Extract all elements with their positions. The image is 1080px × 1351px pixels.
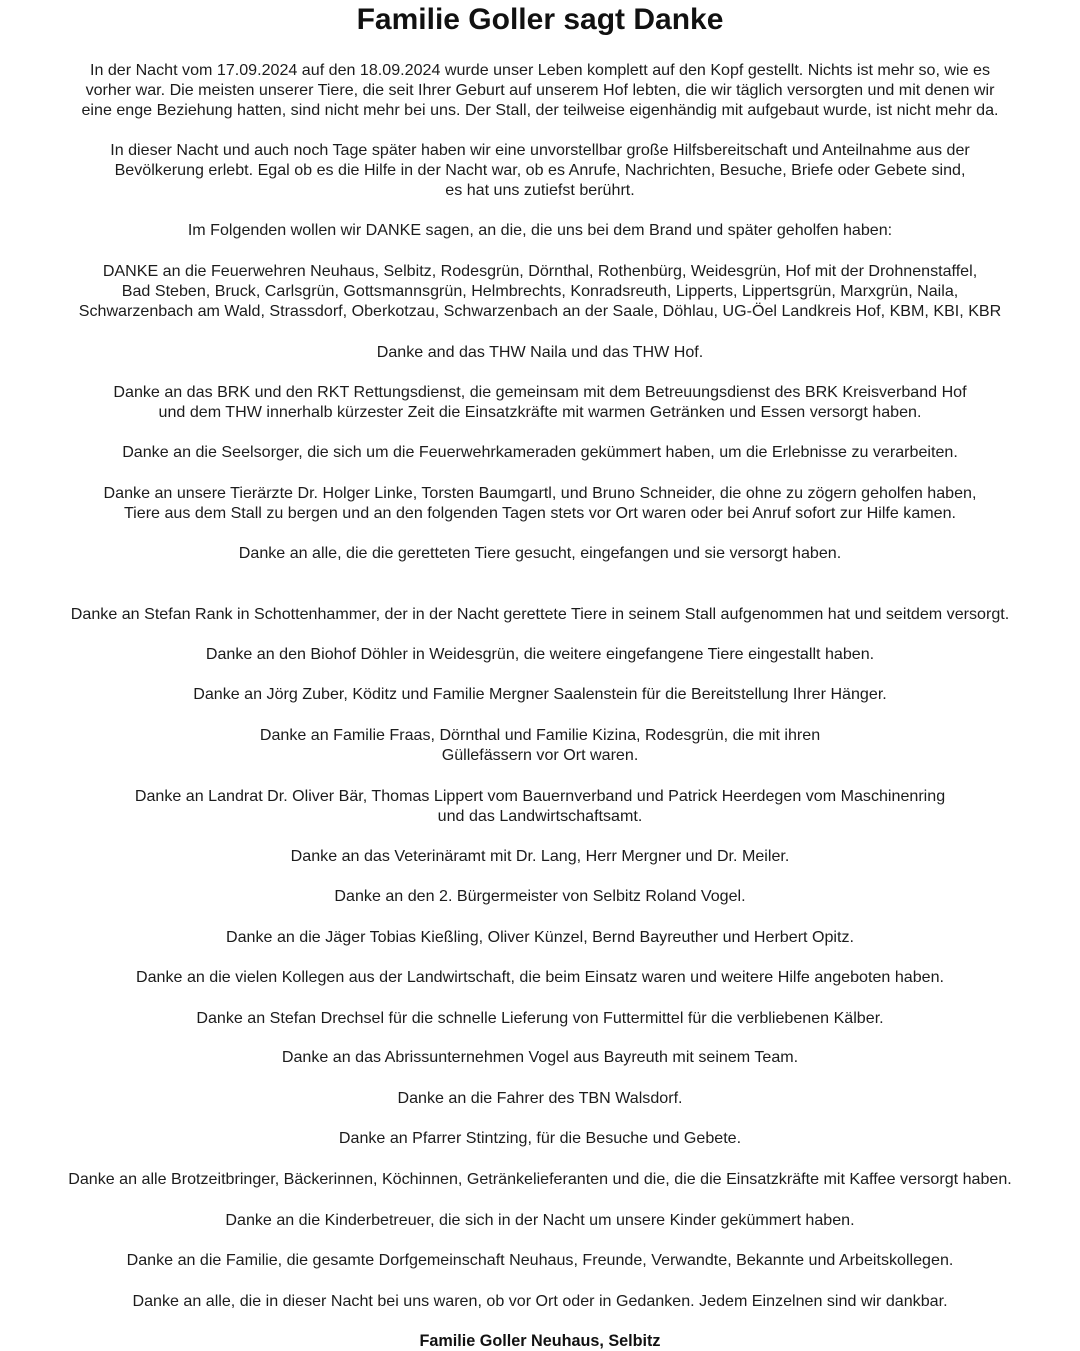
paragraph-line: Danke an die Seelsorger, die sich um die Feuerwehrkameraden gekümmert haben, um die Erlebnisse zu verarbeiten. <box>122 443 958 461</box>
thanks-animal-rescuers <box>0 543 1080 563</box>
paragraph-line: und dem THW innerhalb kürzester Zeit die Einsatzkräfte mit warmen Getränken und Essen versorgt haben. <box>158 403 922 422</box>
page-title: Familie Goller sagt Danke <box>356 3 724 36</box>
paragraph-line: Danke an Familie Fraas, Dörnthal und Familie Kizina, Rodesgrün, die mit ihren <box>259 726 821 744</box>
paragraph-line: Danke an Stefan Rank in Schottenhammer, der in der Nacht gerettete Tiere in seinem Stall aufgenommen hat und seitdem versorgt. <box>70 605 1010 623</box>
paragraph-line: Danke an die Familie, die gesamte Dorfgemeinschaft Neuhaus, Freunde, Verwandte, Bekannte und Arbeitskollegen. <box>126 1251 954 1269</box>
paragraph-line: Danke an den Biohof Döhler in Weidesgrün, die weitere eingefangene Tiere eingestallt haben. <box>205 645 875 663</box>
paragraph-line: Schwarzenbach am Wald, Strassdorf, Oberkotzau, Schwarzenbach an der Saale, Döhlau, UG-Öel Landkreis Hof, KBM, KBI, KBR <box>78 302 1002 321</box>
thanks-district-officials <box>0 786 1080 826</box>
paragraph-line: Danke an das BRK und den RKT Rettungsdienst, die gemeinsam mit dem Betreuungsdienst des BRK Kreisverband Hof <box>113 383 967 401</box>
thanks-pastor <box>0 1128 1080 1148</box>
thanks-trailers <box>0 684 1080 704</box>
paragraph-line: Danke an das Abrissunternehmen Vogel aus Bayreuth mit seinem Team. <box>281 1048 799 1066</box>
paragraph-line: Bad Steben, Bruck, Carlsgrün, Gottsmannsgrün, Helmbrechts, Konradsreuth, Lipperts, Lippertsgrün, Marxgrün, Naila, <box>121 282 959 301</box>
thanks-pastoral-care <box>0 442 1080 462</box>
paragraph-line: Danke an die vielen Kollegen aus der Landwirtschaft, die beim Einsatz waren und weitere Hilfe angeboten haben. <box>136 968 944 986</box>
paragraph-line: Danke an das Veterinäramt mit Dr. Lang, Herr Mergner und Dr. Meiler. <box>290 847 790 865</box>
thanks-childcare <box>0 1210 1080 1230</box>
paragraph-line: Danke an alle, die die geretteten Tiere gesucht, eingefangen und sie versorgt haben. <box>238 544 842 562</box>
thanks-farming-colleagues <box>0 967 1080 987</box>
thanks-veterinary-office <box>0 846 1080 866</box>
paragraph-line: Danke and das THW Naila und das THW Hof. <box>376 343 704 361</box>
thanks-mayor <box>0 886 1080 906</box>
thanks-feed-delivery <box>0 1008 1080 1028</box>
thanks-fire-departments <box>0 261 1080 322</box>
paragraph-line: es hat uns zutiefst berührt. <box>445 181 635 200</box>
paragraph-line: In dieser Nacht und auch noch Tage später haben wir eine unvorstellbar große Hilfsbereitschaft und Anteilnahme aus der <box>110 141 970 159</box>
paragraph-line: Danke an die Fahrer des TBN Walsdorf. <box>397 1089 683 1107</box>
paragraph-line: Danke an Stefan Drechsel für die schnelle Lieferung von Futtermittel für die verbliebenen Kälber. <box>196 1009 884 1027</box>
thanks-everyone <box>0 1291 1080 1311</box>
paragraph-line: Danke an Pfarrer Stintzing, für die Besuche und Gebete. <box>338 1129 742 1147</box>
thanks-demolition <box>0 1047 1080 1067</box>
thanks-biohof <box>0 644 1080 664</box>
thanks-intro <box>0 220 1080 240</box>
paragraph-line: Danke an die Kinderbetreuer, die sich in der Nacht um unsere Kinder gekümmert haben. <box>225 1211 855 1229</box>
thanks-stefan-rank <box>0 604 1080 624</box>
thanks-tbn-drivers <box>0 1088 1080 1108</box>
support-paragraph <box>0 140 1080 201</box>
paragraph-line: und das Landwirtschaftsamt. <box>437 807 643 826</box>
paragraph-line: Danke an alle, die in dieser Nacht bei uns waren, ob vor Ort oder in Gedanken. Jedem Einzelnen sind wir dankbar. <box>132 1292 948 1310</box>
thanks-hunters <box>0 927 1080 947</box>
paragraph-line: Danke an alle Brotzeitbringer, Bäckerinnen, Köchinnen, Getränkelieferanten und die, die die Einsatzkräfte mit Kaffee versorgt haben. <box>68 1170 1012 1188</box>
paragraph-line: Im Folgenden wollen wir DANKE sagen, an die, die uns bei dem Brand und später geholfen haben: <box>187 221 893 239</box>
paragraph-line: Danke an die Jäger Tobias Kießling, Oliver Künzel, Bernd Bayreuther und Herbert Opitz. <box>226 928 854 946</box>
paragraph-line: Danke an unsere Tierärzte Dr. Holger Linke, Torsten Baumgartl, und Bruno Schneider, die ohne zu zögern geholfen haben, <box>103 484 977 502</box>
thanks-food-providers <box>0 1169 1080 1189</box>
paragraph-line: eine enge Beziehung hatten, sind nicht mehr bei uns. Der Stall, der teilweise eigenhändig mit aufgebaut wurde, ist nicht mehr da. <box>81 101 999 120</box>
thanks-community <box>0 1250 1080 1270</box>
thanks-thw <box>0 342 1080 362</box>
paragraph-line: Danke an Jörg Zuber, Köditz und Familie Mergner Saalenstein für die Bereitstellung Ihrer Hänger. <box>193 685 887 703</box>
paragraph-line: Tiere aus dem Stall zu bergen und an den folgenden Tagen stets vor Ort waren oder bei Anruf sofort zur Hilfe kamen. <box>123 504 957 523</box>
paragraph-line: DANKE an die Feuerwehren Neuhaus, Selbitz, Rodesgrün, Dörnthal, Rothenbürg, Weidesgrün, Hof mit der Drohnenstaffel, <box>102 262 978 280</box>
thanks-brk <box>0 382 1080 422</box>
thanks-veterinarians <box>0 483 1080 523</box>
paragraph-line: Danke an Landrat Dr. Oliver Bär, Thomas Lippert vom Bauernverband und Patrick Heerdegen vom Maschinenring <box>134 787 946 805</box>
intro-paragraph <box>0 60 1080 121</box>
paragraph-line: In der Nacht vom 17.09.2024 auf den 18.09.2024 wurde unser Leben komplett auf den Kopf gestellt. Nichts ist mehr so, wie es <box>89 61 991 79</box>
paragraph-line: Güllefässern vor Ort waren. <box>441 746 639 765</box>
paragraph-line: vorher war. Die meisten unserer Tiere, die seit Ihrer Geburt auf unserem Hof lebten, die wir täglich versorgten und mit denen wir <box>85 81 995 100</box>
signature: Familie Goller Neuhaus, Selbitz <box>419 1332 661 1350</box>
paragraph-line: Danke an den 2. Bürgermeister von Selbitz Roland Vogel. <box>334 887 746 905</box>
thanks-slurry-tankers <box>0 725 1080 765</box>
paragraph-line: Bevölkerung erlebt. Egal ob es die Hilfe in der Nacht war, ob es Anrufe, Nachrichten, Besuche, Briefe oder Gebete sind, <box>114 161 966 180</box>
